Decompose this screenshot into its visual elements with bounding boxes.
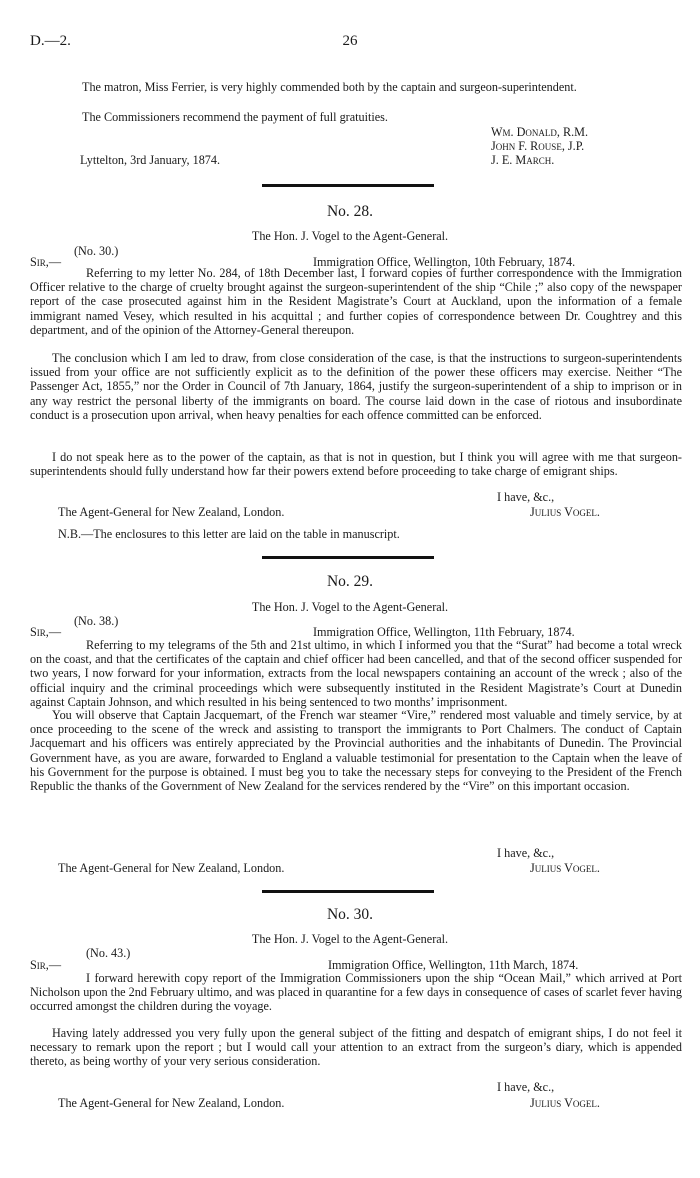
- letter-addressee: The Agent-General for New Zealand, London.: [58, 505, 285, 519]
- letter-signature: Julius Vogel.: [530, 505, 600, 519]
- letter-addressee: The Agent-General for New Zealand, London.: [58, 1096, 285, 1110]
- letter-from-to: The Hon. J. Vogel to the Agent-General.: [251, 600, 449, 614]
- document-reference: D.—2.: [30, 33, 71, 49]
- commissioners-signatures: [491, 125, 588, 168]
- letter-signature: Julius Vogel.: [530, 861, 600, 875]
- letter-ref: (No. 30.): [74, 244, 119, 258]
- intro-paragraph-gratuities: The Commissioners recommend the payment of full gratuities.: [82, 110, 388, 124]
- letter-paragraph: Having lately addressed you very fully upon the general subject of the fitting and despatch of emigrant ships, I do not feel it necessary to remark upon the report ; but I would call your attention to an extract from the surgeon’s diary, which is appended thereto, as being worthy of your very serious consideration.: [30, 1026, 682, 1069]
- letter-number: No. 28.: [326, 203, 374, 220]
- signature-donald: Wm. Donald, R.M.: [491, 125, 589, 139]
- letter-note: N.B.—The enclosures to this letter are laid on the table in manuscript.: [58, 527, 400, 541]
- letter-salutation: Sir,—: [30, 958, 62, 972]
- letter-number: No. 30.: [326, 906, 374, 923]
- section-divider: [262, 184, 434, 187]
- letter-paragraph: I forward herewith copy report of the Immigration Commissioners upon the ship “Ocean Mail,” which arrived at Port Nicholson upon the 2nd February ultimo, and was placed in quarantine for a few days in consequence of cases of scarlet fever having occurred amongst the children during the voyage.: [30, 971, 682, 1014]
- letter-closing: I have, &c.,: [497, 490, 555, 504]
- intro-paragraph-matron: The matron, Miss Ferrier, is very highly commended both by the captain and surgeon-superintendent.: [82, 80, 577, 94]
- signature-march: J. E. March.: [491, 153, 555, 168]
- letter-salutation: Sir,—: [30, 255, 62, 269]
- letter-heading: [0, 932, 700, 946]
- letter-paragraph: Referring to my letter No. 284, of 18th December last, I forward copies of further correspondence with the Immigration Officer relative to the charge of cruelty brought against the surgeon-superintendent of the ship “Chile ;” also copy of the newspaper report of the case prosecuted against him in the Resident Magistrate’s Court at Auckland, upon the information of a female immigrant named Vesey, which resulted in his acquittal ; and further copies of correspondence between Dr. Coughtrey and this department, and of the opinion of the Attorney-General thereupon.: [30, 266, 682, 337]
- letter-heading: [0, 600, 700, 614]
- letter-heading: [0, 229, 700, 243]
- letter-addressee: The Agent-General for New Zealand, London.: [58, 861, 285, 875]
- letter-paragraph: You will observe that Captain Jacquemart, of the French war steamer “Vire,” rendered most valuable and timely service, by at once proceeding to the scene of the wreck and assisting to transport the immigrants to Port Chalmers. The conduct of Captain Jacquemart and his officers was entirely appreciated by the Provincial authorities and the inhabitants of Dunedin. The Provincial Government have, as you are aware, forwarded to England a valuable testimonial for presentation to the Captain when the leave of his Government for the purpose is obtained. I must beg you to take the necessary steps for conveying to the President of the French Republic the thanks of the Government of New Zealand for the services rendered by the “Vire” on this important occasion.: [30, 708, 682, 794]
- letter-dateline: Immigration Office, Wellington, 11th March, 1874.: [328, 958, 579, 972]
- letter-dateline: Immigration Office, Wellington, 10th February, 1874.: [313, 255, 576, 269]
- letter-paragraph: Referring to my telegrams of the 5th and 21st ultimo, in which I informed you that the “Surat” had become a total wreck on the coast, and that the certificates of the captain and chief officer had been cancelled, and that of the second officer suspended for two years, I now forward for your information, extracts from the local newspapers containing an account of the wreck ; also of the official inquiry and the criminal proceedings which were subsequently instituted in the Resident Magistrate’s Court at Dunedin against Captain Johnson, and which resulted in his being sentenced to two months’ imprisonment.: [30, 638, 682, 709]
- letter-from-to: The Hon. J. Vogel to the Agent-General.: [251, 229, 449, 243]
- letter-paragraph: I do not speak here as to the power of the captain, as that is not in question, but I think you will agree with me that surgeon-superintendents should fully understand how far their powers extend before proceeding to take charge of emigrant ships.: [30, 450, 682, 479]
- letter-dateline: Immigration Office, Wellington, 11th February, 1874.: [313, 625, 575, 639]
- letter-closing: I have, &c.,: [497, 1080, 555, 1094]
- letter-salutation: Sir,—: [30, 625, 62, 639]
- letter-from-to: The Hon. J. Vogel to the Agent-General.: [251, 932, 449, 946]
- letter-signature: Julius Vogel.: [530, 1096, 600, 1110]
- intro-place-date: Lyttelton, 3rd January, 1874.: [80, 153, 221, 167]
- letter-number: No. 29.: [326, 573, 374, 590]
- section-divider: [262, 556, 434, 559]
- signature-rouse: John F. Rouse, J.P.: [491, 139, 585, 154]
- section-divider: [262, 890, 434, 893]
- letter-ref: (No. 43.): [86, 946, 131, 960]
- letter-paragraph: The conclusion which I am led to draw, from close consideration of the case, is that the instructions to surgeon-superintendents issued from your office are not sufficiently explicit as to the definition of the power these officers may exercise. Neither “The Passenger Act, 1855,” nor the Order in Council of 7th January, 1864, justify the surgeon-superintendent of a ship to imprison or in any way restrict the personal liberty of the immigrants on board. The course laid down in the case of riotous and insubordinate conduct is a prosecution upon arrival, when heavy penalties for each offence committed can be enforced.: [30, 351, 682, 422]
- page-number: 26: [342, 33, 358, 49]
- letter-closing: I have, &c.,: [497, 846, 555, 860]
- letter-ref: (No. 38.): [74, 614, 119, 628]
